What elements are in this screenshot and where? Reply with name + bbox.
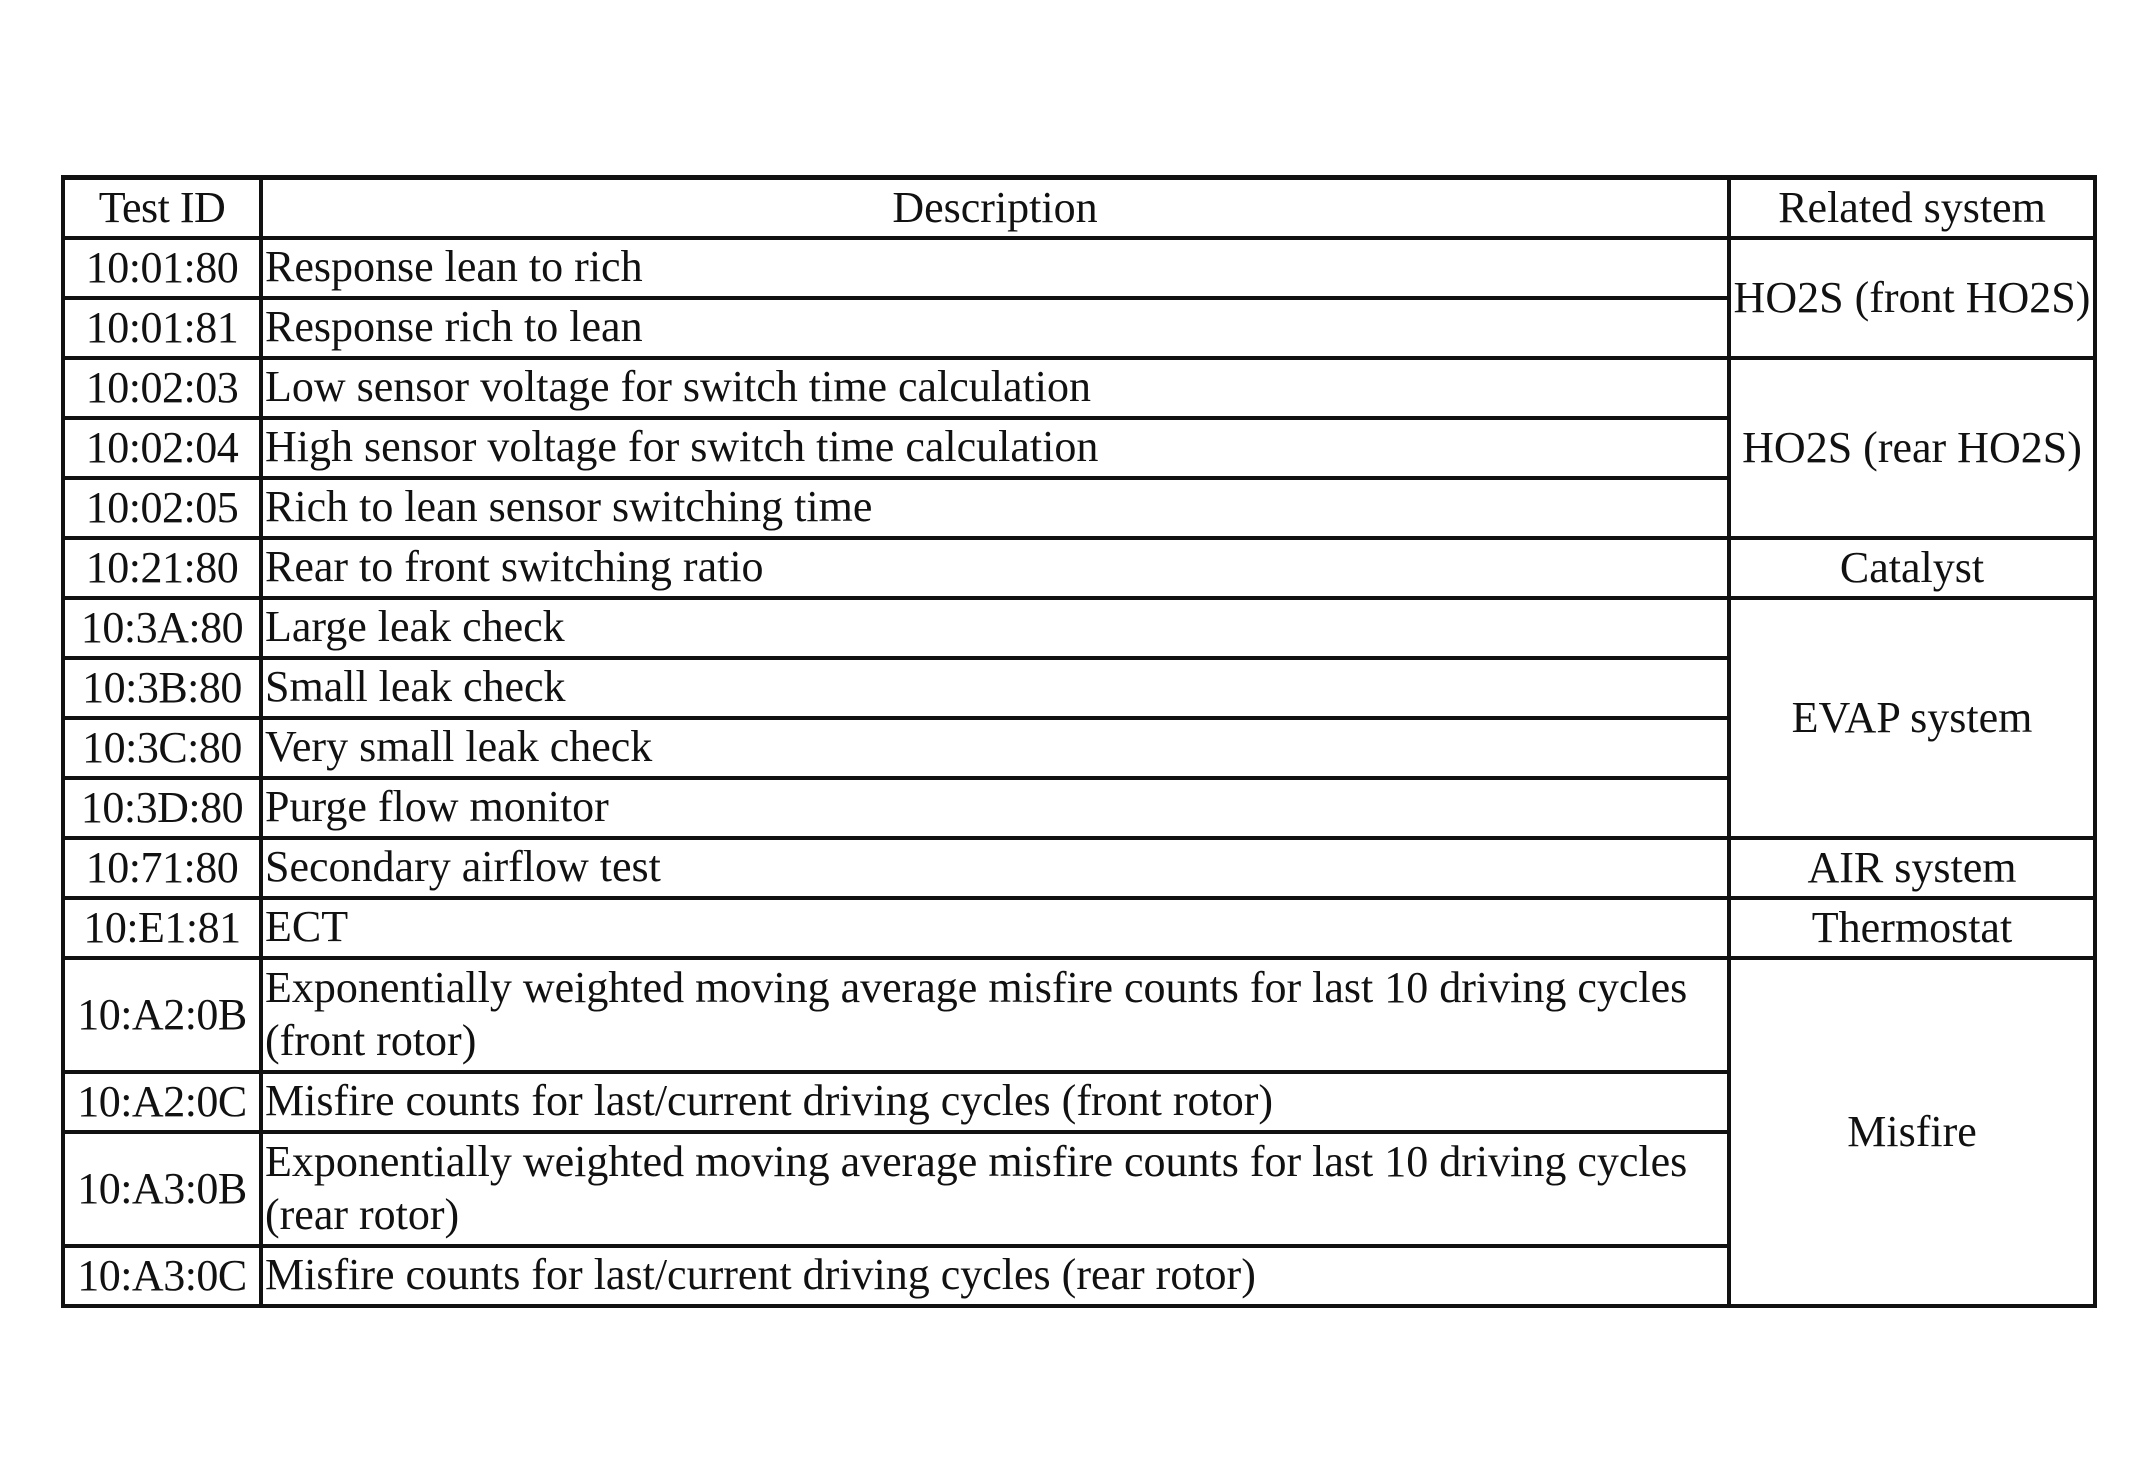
test-id-cell: 10:3C:80 [63, 718, 261, 778]
related-system-cell: HO2S (front HO2S) [1729, 238, 2095, 358]
test-id-cell: 10:02:05 [63, 478, 261, 538]
related-system-cell: HO2S (rear HO2S) [1729, 358, 2095, 538]
description-cell: High sensor voltage for switch time calculation [261, 418, 1729, 478]
description-cell: Small leak check [261, 658, 1729, 718]
related-system-cell: Catalyst [1729, 538, 2095, 598]
table-row [63, 238, 2095, 298]
table-row [63, 898, 2095, 958]
test-id-table [61, 175, 2097, 1308]
description-cell: Misfire counts for last/current driving cycles (front rotor) [261, 1072, 1729, 1132]
table-row [63, 958, 2095, 1072]
test-id-cell: 10:02:03 [63, 358, 261, 418]
description-cell: Secondary airflow test [261, 838, 1729, 898]
description-cell: Rear to front switching ratio [261, 538, 1729, 598]
header-description: Description [261, 178, 1729, 238]
test-id-cell: 10:3B:80 [63, 658, 261, 718]
test-id-cell: 10:02:04 [63, 418, 261, 478]
related-system-cell: Thermostat [1729, 898, 2095, 958]
related-system-cell: Misfire [1729, 958, 2095, 1306]
description-cell: Low sensor voltage for switch time calculation [261, 358, 1729, 418]
description-cell: Purge flow monitor [261, 778, 1729, 838]
table-header-row [63, 178, 2095, 238]
test-id-cell: 10:A3:0C [63, 1246, 261, 1306]
test-id-cell: 10:A3:0B [63, 1132, 261, 1246]
test-id-cell: 10:01:81 [63, 298, 261, 358]
description-cell: Exponentially weighted moving average misfire counts for last 10 driving cycles (front rotor) [261, 958, 1729, 1072]
description-cell: ECT [261, 898, 1729, 958]
table-row [63, 358, 2095, 418]
description-cell: Exponentially weighted moving average misfire counts for last 10 driving cycles (rear rotor) [261, 1132, 1729, 1246]
related-system-cell: AIR system [1729, 838, 2095, 898]
description-cell: Response lean to rich [261, 238, 1729, 298]
related-system-cell: EVAP system [1729, 598, 2095, 838]
test-id-cell: 10:A2:0B [63, 958, 261, 1072]
header-related-system: Related system [1729, 178, 2095, 238]
table-row [63, 838, 2095, 898]
test-id-cell: 10:A2:0C [63, 1072, 261, 1132]
test-id-cell: 10:71:80 [63, 838, 261, 898]
test-id-cell: 10:3A:80 [63, 598, 261, 658]
test-id-cell: 10:E1:81 [63, 898, 261, 958]
description-cell: Response rich to lean [261, 298, 1729, 358]
test-id-cell: 10:21:80 [63, 538, 261, 598]
description-cell: Rich to lean sensor switching time [261, 478, 1729, 538]
description-cell: Misfire counts for last/current driving cycles (rear rotor) [261, 1246, 1729, 1306]
description-cell: Large leak check [261, 598, 1729, 658]
header-test-id: Test ID [63, 178, 261, 238]
description-cell: Very small leak check [261, 718, 1729, 778]
test-id-cell: 10:3D:80 [63, 778, 261, 838]
test-id-cell: 10:01:80 [63, 238, 261, 298]
table-row [63, 538, 2095, 598]
table-row [63, 598, 2095, 658]
